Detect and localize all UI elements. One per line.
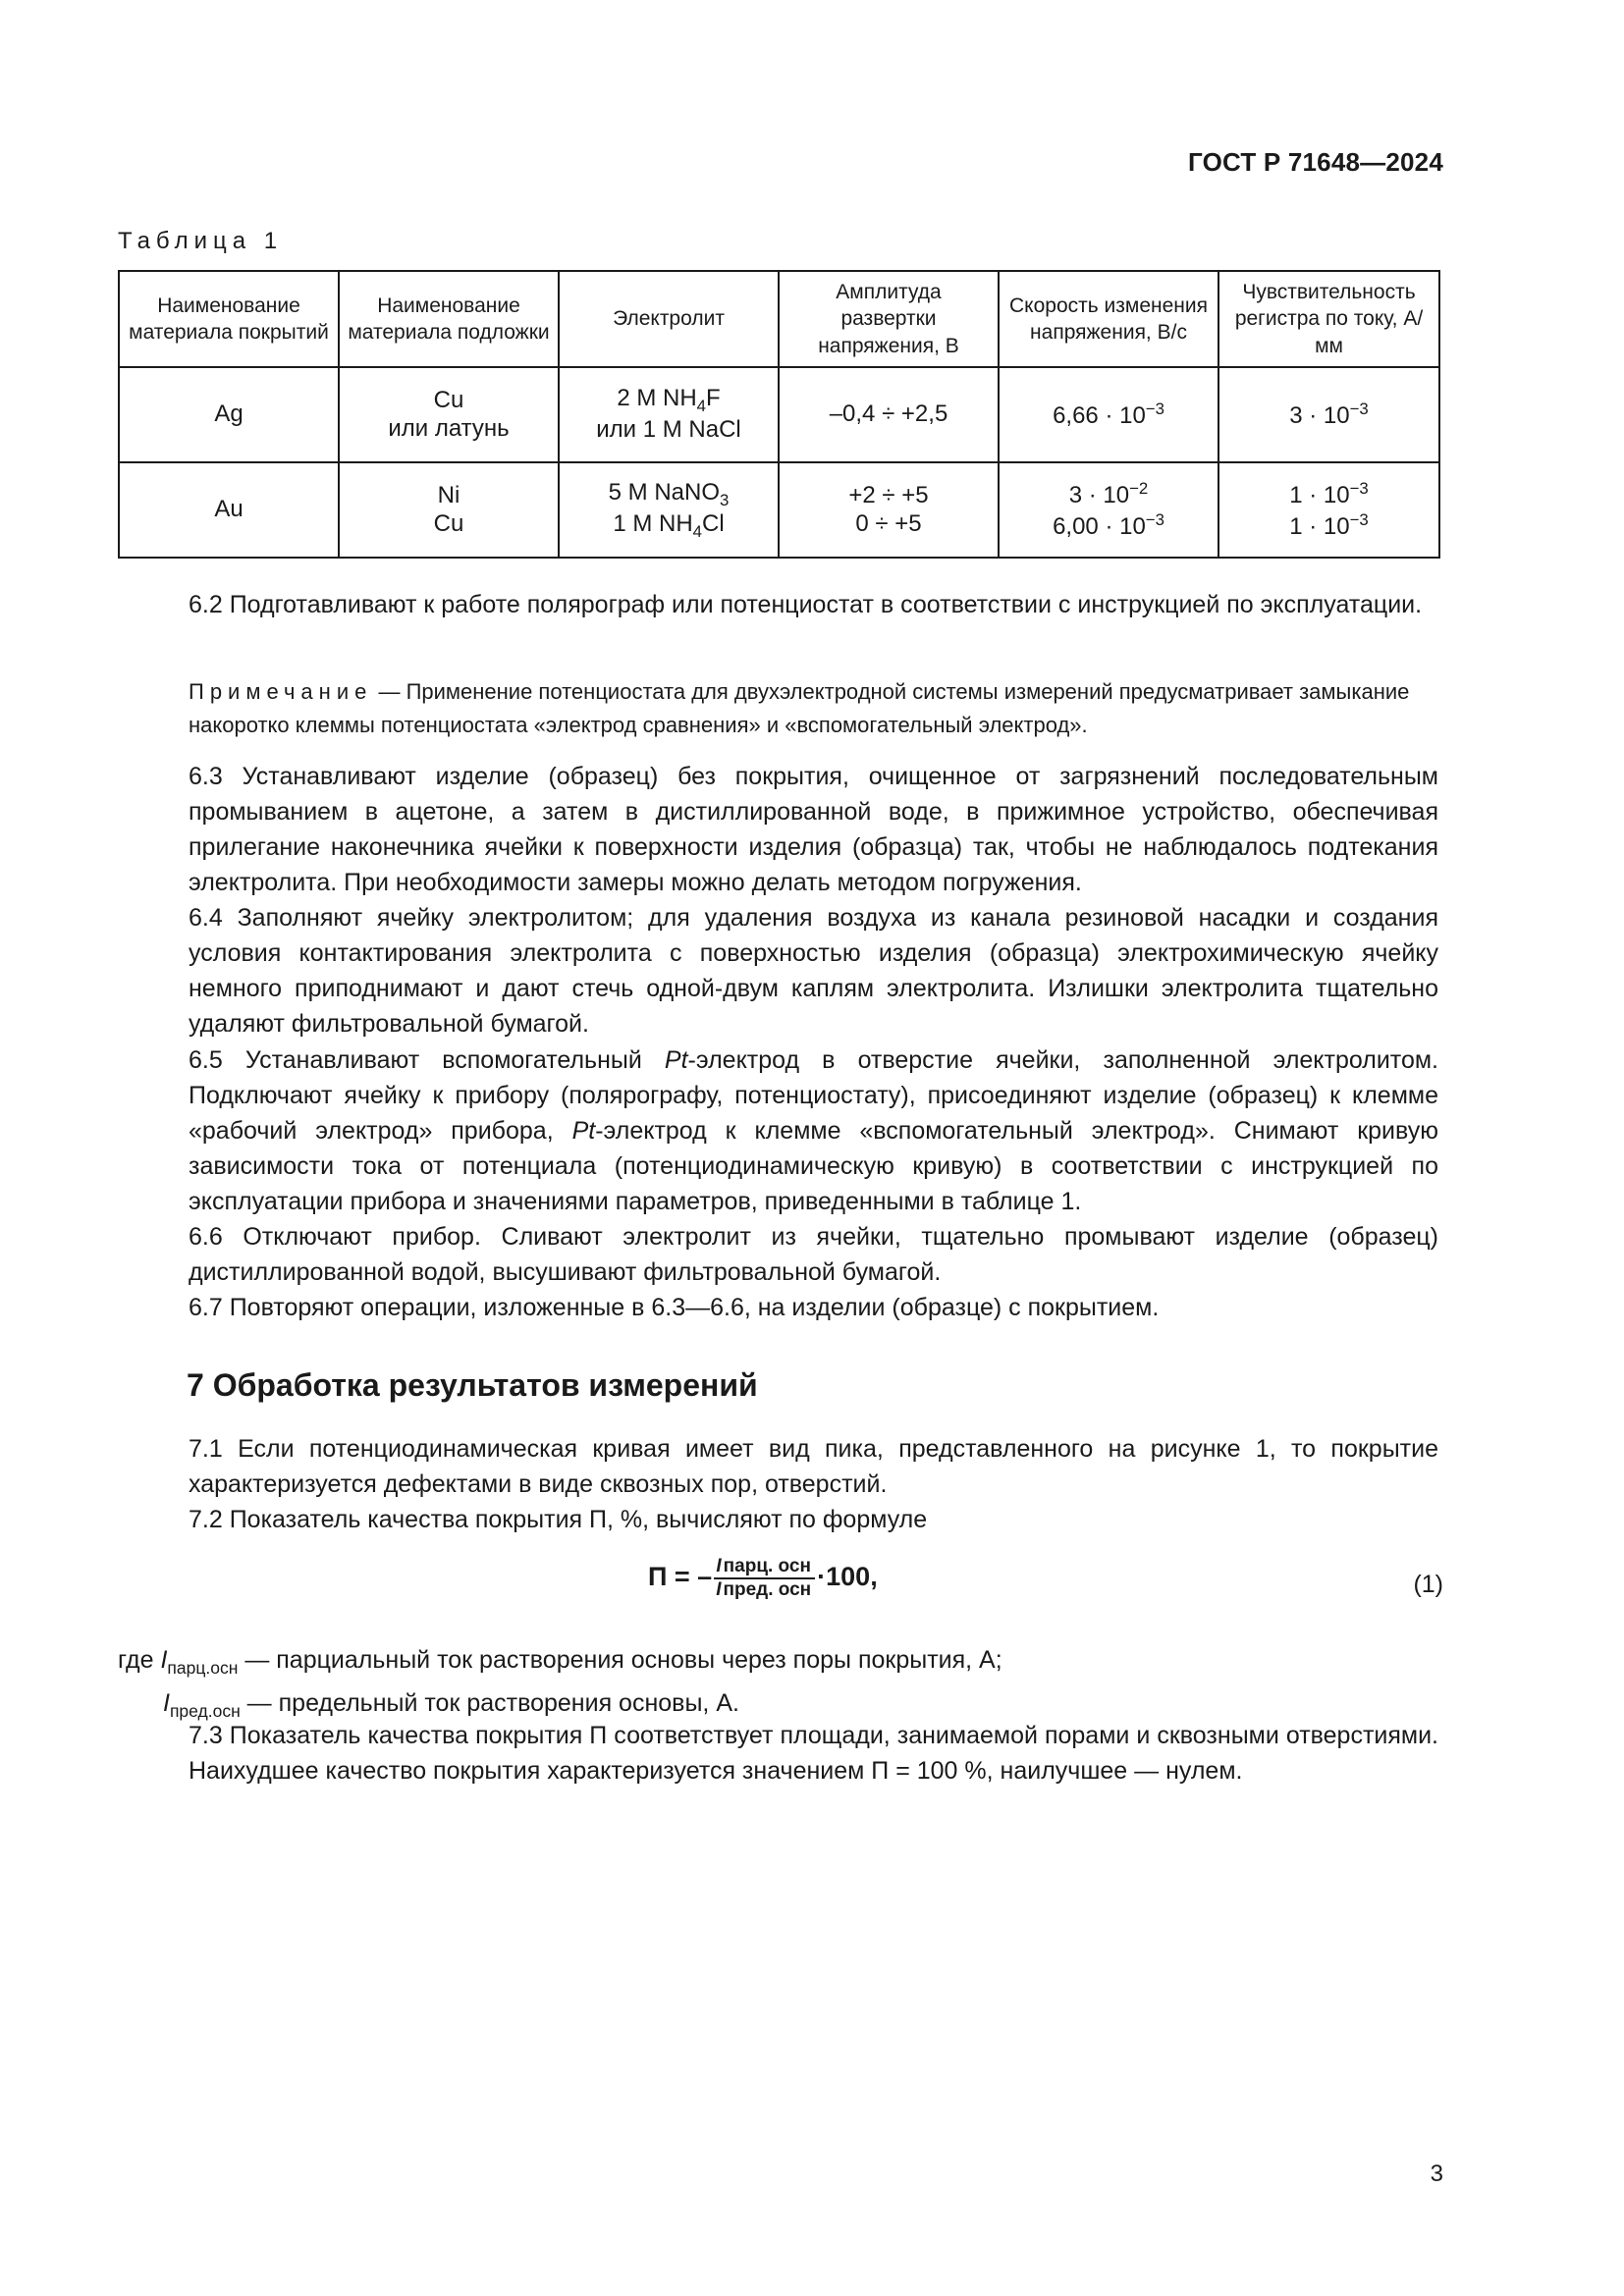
cell-speed: [999, 462, 1218, 558]
cell-line: или 1 M NaCl: [596, 416, 741, 444]
note-text: — Применение потенциостата для двухэлектродной системы измерений предусматривает замыкание накоротко клеммы потенциостата «электрод сравнения» и «вспомогательный электрод».: [189, 679, 1410, 737]
paragraph-6-6: 6.6 Отключают прибор. Сливают электролит из ячейки, тщательно промывают изделие (образец) дистиллированной водой, высушивают фильтровальной бумагой.: [189, 1223, 1438, 1286]
header-coating: Наименование материала покрытий: [119, 271, 339, 367]
cell-line: $1 \cdot 10^{-3}$: [1289, 509, 1369, 540]
table-row: [119, 462, 1439, 558]
cell-substrate: [339, 367, 559, 462]
paragraph-6-3: 6.3 Устанавливают изделие (образец) без покрытия, очищенное от загрязнений последовательным промыванием в ацетоне, а затем в дистиллированной воде, в прижимное устройство, обеспечивая прилегание наконечника ячейки к поверхности изделия (образца) так, чтобы не наблюдалось подтекания электролита. При необходимости замеры можно делать методом погружения.: [189, 763, 1438, 896]
cell-line: $3 \cdot 10^{-2}$: [1068, 478, 1149, 508]
paragraph-6-5: 6.5 Устанавливают вспомогательный Pt-электрод в отверстие ячейки, заполненной электролитом. Подключают ячейку к прибору (полярографу, потенциостату), присоединяют изделие (образец) к клемме «рабочий электрод» прибора, Pt-электрод к клемме «вспомогательный электрод». Снимают кривую зависимости тока от потенциала (потенциодинамическую кривую) в соответствии с инструкцией по эксплуатации прибора и значениями параметров, приведенными в таблице 1.: [189, 1046, 1438, 1215]
document-code: ГОСТ Р 71648—2024: [1188, 147, 1443, 177]
cell-line: Ni: [437, 481, 460, 508]
cell-line: 0 ÷ +5: [855, 509, 922, 537]
cell-sensitivity: $3 \cdot 10^{-3}$: [1218, 367, 1439, 462]
table-row: [119, 367, 1439, 462]
formula-legend: где $I_{парц.осн}$ — парциальный ток растворения основы через поры покрытия, А; $I_{пред.осн}$ — предельный ток растворения основы, А.: [118, 1646, 1002, 1721]
header-substrate: Наименование материала подложки: [339, 271, 559, 367]
cell-line: $6,00 \cdot 10^{-3}$: [1053, 509, 1164, 540]
formula: П = – $\frac{\text{I парц. осн}}{\text{I пред. осн}}$ ·100,: [648, 1556, 878, 1600]
cell-amplitude: –0,4 ÷ +2,5: [779, 367, 999, 462]
paragraph-7-1: 7.1 Если потенциодинамическая кривая имеет вид пика, представленного на рисунке 1, то покрытие характеризуется дефектами в виде сквозных пор, отверстий.: [189, 1435, 1438, 1498]
header-sensitivity: Чувствительность регистра по току, А/мм: [1218, 271, 1439, 367]
paragraph-6-7: 6.7 Повторяют операции, изложенные в 6.3—6.6, на изделии (образце) с покрытием.: [189, 1294, 1160, 1321]
parameters-table: [118, 270, 1440, 559]
note-label: Примечание: [189, 679, 373, 704]
cell-substrate: [339, 462, 559, 558]
cell-line: Cu: [433, 509, 464, 537]
header-speed: Скорость изменения напряжения, В/с: [999, 271, 1218, 367]
cell-coating: Au: [119, 462, 339, 558]
cell-electrolyte: [559, 367, 779, 462]
cell-line: или латунь: [388, 414, 510, 442]
cell-line: 1 M $NH_4Cl$: [613, 509, 725, 541]
cell-line: Cu: [433, 386, 464, 413]
paragraph-6-2: 6.2 Подготавливают к работе полярограф или потенциостат в соответствии с инструкцией по эксплуатации.: [189, 591, 1423, 618]
header-electrolyte: Электролит: [559, 271, 779, 367]
header-amplitude: Амплитуда развертки напряжения, В: [779, 271, 999, 367]
cell-coating: Ag: [119, 367, 339, 462]
formula-fraction: $\frac{\text{I парц. осн}}{\text{I пред. осн}}$: [714, 1556, 815, 1601]
paragraph-7-2: 7.2 Показатель качества покрытия П, %, вычисляют по формуле: [189, 1506, 928, 1533]
cell-line: 5 M NaNO$_3$: [608, 478, 730, 509]
page-number: 3: [1430, 2161, 1443, 2187]
note: [118, 675, 1438, 742]
paragraph-6-4: 6.4 Заполняют ячейку электролитом; для удаления воздуха из канала резиновой насадки и создания условия контактирования электролита с поверхностью изделия (образца) электрохимическую ячейку немного приподнимают и дают стечь одной-двум каплям электролита. Излишки электролита тщательно удаляют фильтровальной бумагой.: [189, 904, 1438, 1038]
formula-number: (1): [1413, 1571, 1443, 1598]
cell-line: $1 \cdot 10^{-3}$: [1289, 478, 1369, 508]
cell-speed: $6,66 \cdot 10^{-3}$: [999, 367, 1218, 462]
paragraph-7-3: 7.3 Показатель качества покрытия П соответствует площади, занимаемой порами и сквозными отверстиями. Наихудшее качество покрытия характеризуется значением П = 100 %, наилучшее — нулем.: [189, 1722, 1438, 1785]
table-header-row: [119, 271, 1439, 367]
cell-sensitivity: [1218, 462, 1439, 558]
cell-amplitude: [779, 462, 999, 558]
cell-line: +2 ÷ +5: [848, 481, 929, 508]
section-heading: 7 Обработка результатов измерений: [187, 1367, 758, 1403]
cell-line: 2 M $NH_4F$: [617, 385, 721, 415]
table-caption: Таблица 1: [118, 228, 284, 254]
cell-electrolyte: [559, 462, 779, 558]
